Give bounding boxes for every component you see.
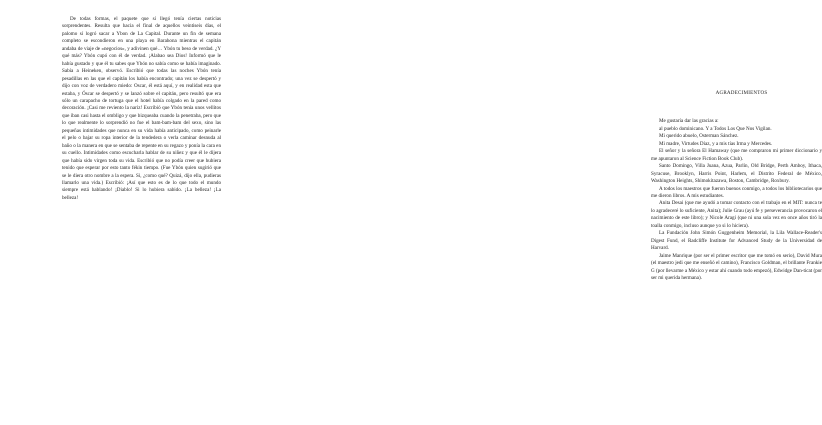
acknowledgment-paragraph: Anita Desai (que me ayudó a tomar contacto con el trabajo en el MIT: nunca te lo agradeceré lo suficiente, Anita); Julie Grau (ayú fe y perseverancia provocaron el nacimiento de este libro); y Nicole Aragi (que ni una sola vez en once años tiró la toalla conmigo, incluso aunque yo si lo hiciera).	[651, 200, 822, 229]
acknowledgment-paragraph: A todos los maestros que fueron buenos conmigo, a todos los bibliotecarios que me dieron libros. A mis estudiantes.	[651, 185, 822, 199]
dedication-line: Mi madre, Virtudes Díaz, y a mis tías Irma y Mercedes.	[659, 140, 773, 147]
dedication-line: Me gustaría dar las gracias a:	[659, 118, 719, 125]
left-page	[0, 0, 300, 425]
left-page-text	[62, 16, 221, 202]
acknowledgment-paragraph: Santo Domingo, Villa Juana, Azua, Parlín, Old Bridge, Perth Amboy, Ithaca, Syracuse, Brooklyn, Harris Point, Harlem, el Distrito Federal de México, Washington Heights, Shimokitazawa, Boston, Cambridge, Roxbury.	[651, 163, 822, 185]
right-page	[300, 0, 822, 425]
dedication-line: al pueblo dominicano. Y a Todos Los Que Nos Vigilan.	[659, 125, 772, 132]
left-paragraph: De todas formas, el paquete que sí llegó tenía ciertas noticias sorprendentes. Resulta que hacia el final de aquellos veintiseis días, el palomo sí logró sacar a Ybon de La Capital. Durante un fin de semana completo se escondieron en una playa en Barahona mientras el capitán andaba de viaje de «negocios», y adivinen qué… Ybón tu beso de verdad. ¿Y qué más? Ybón cupó con él de verdad. ¡Alabao sea Dios! Informó que le había gustado y que él tu sabes que Ybón no sabía como se había imaginado. Sabía a Heineken, observó. Escribió que todas las noches Ybón tenía pesadillas en las que el capitán los había encontrado; una vez se despertó y dijo con voz de verdadero miedo: Oscar, él está aquí, y en realidad esta que estaba, y Óscar se despertó y se lanzó sobre el capitán, pero resultó que era sólo un carapacho de tortuga que el hotel había colgado en la pared como decoración. ¡Casi me reviento la nariz! Escribió que Ybón tenía unos vellitos que iban casi hasta el ombligo y que bizqueaba cuando la penetraba, pero que lo que realmente lo sorprendió no fue el bam-bam-bam del sexo, sino las pequeñas intimidades que nunca en su vida había anticipado, como peinarle el pelo o bajar su ropa interior de la tendedera o verla caminar desnuda al baño o la manera en que se sentaba de repente en su regazo y ponía la cara en su cuello. Intimidades como escucharla hablar de su niñez y que él le dijera que había sido virgen toda su vida. Escribió que no podía creer que hubiera tenido que esperar por esto tanto fékin tiempo. (Fue Ybón quien sugirió que se le diera otro nombre a la espera. Si, ¿como qué? Quizá, dijo ella, pudieras llamarlo una vida.) Escribió: ¡Así que esto es de lo que todo el mundo siempre está hablando! ¡Diablo! Si lo hubiera sabido. ¡La belleza! ¡La belleza!	[62, 16, 221, 201]
acknowledgment-paragraph: La Fundación John Simón Guggenheim Memorial, la Lila Wallace-Reader's Digest Fund, el Radcliffe Institute for Advanced Study de la Universidad de Harvard.	[651, 230, 822, 252]
dedication-line: Mi querido abuelo, Osterman Sánchez.	[659, 133, 739, 140]
acknowledgment-paragraph: Jaime Manrique (por ser el primer escritor que me tomó en serio), David Mura (el maestro jedi que me enseñó el camino), Francisco Goldman, el brillante Frankie G (por llevarme a México y estar ahí cuando todo empezó), Edwidge Dan-ticat (por ser mi querida hermana).	[651, 252, 822, 281]
acknowledgments-heading: AGRADECIMIENTOS	[715, 90, 768, 96]
acknowledgment-paragraph: El señor y la señora El Hamaway (que me compraron mi primer diccionario y me apuntaron al Science Fiction Book Club).	[651, 148, 822, 162]
acknowledgments-section	[651, 90, 822, 282]
